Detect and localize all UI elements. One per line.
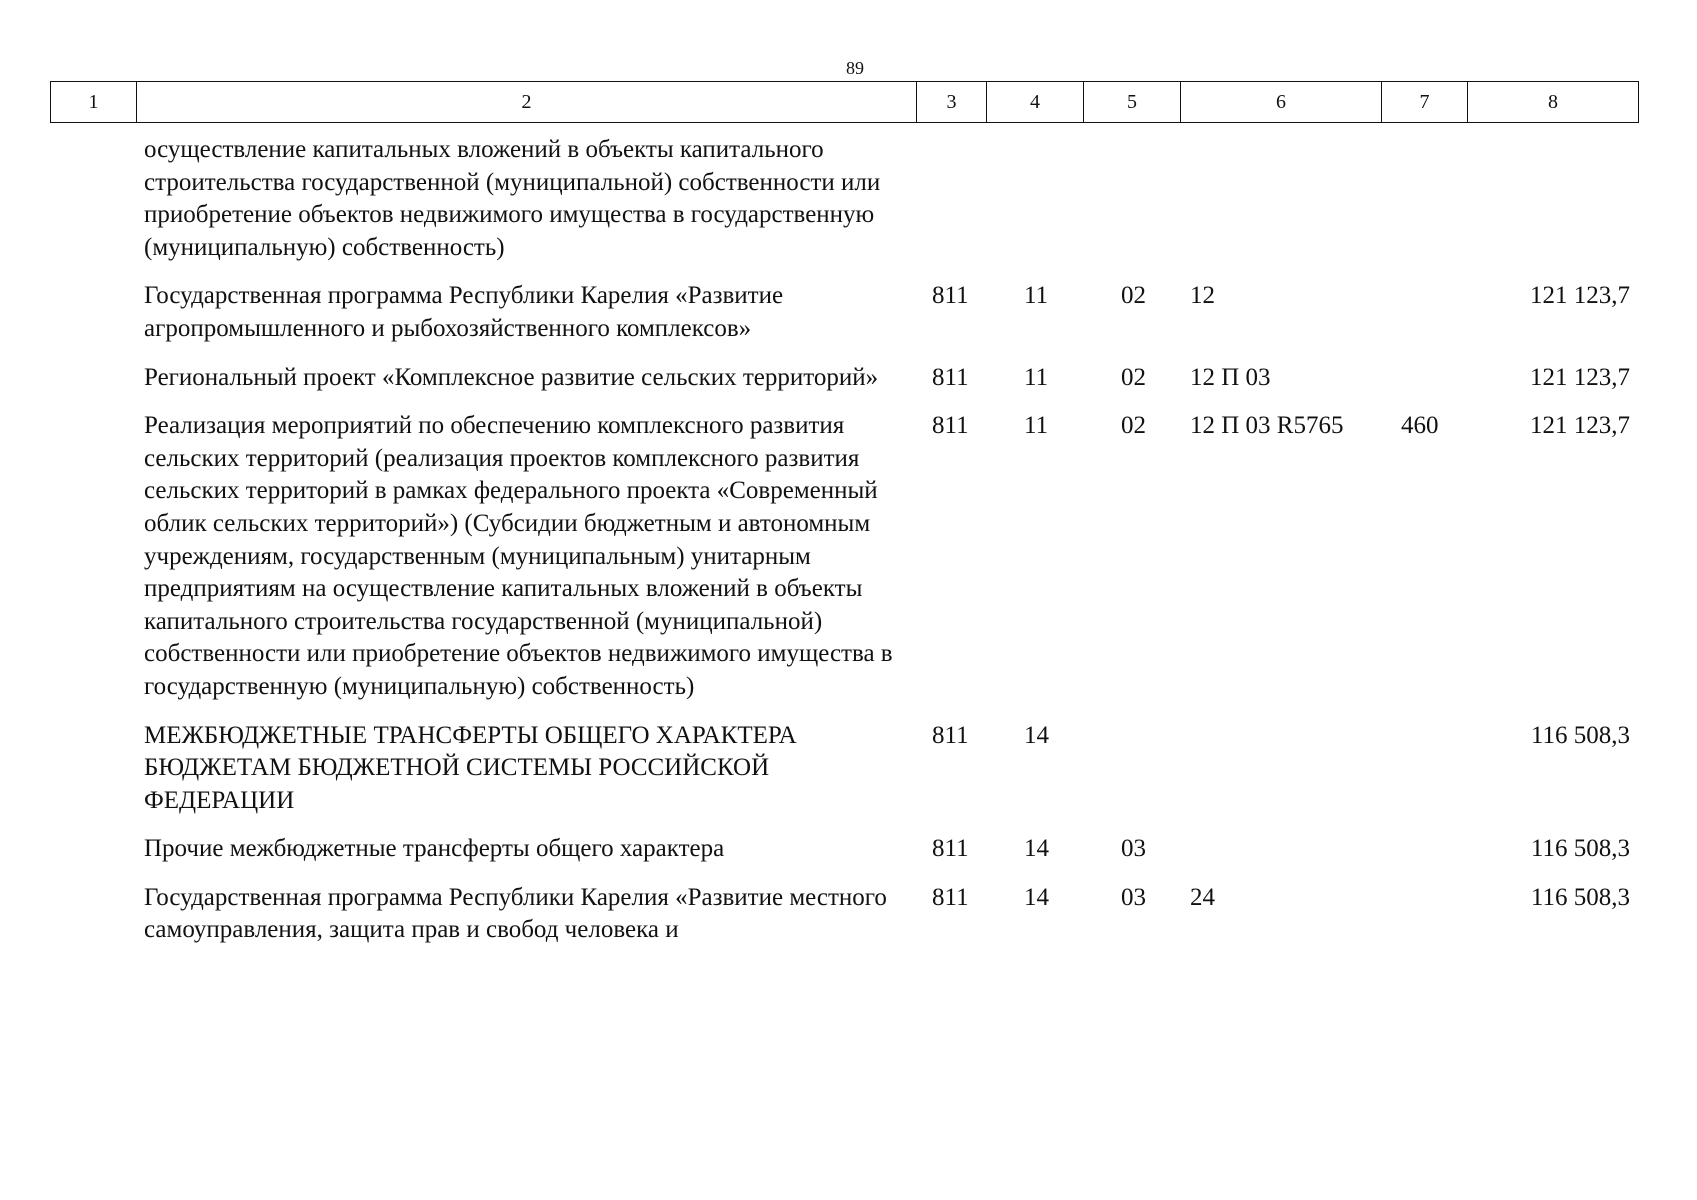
column-header-1: 1 bbox=[51, 82, 137, 123]
row-code-7 bbox=[1381, 362, 1467, 411]
table-row bbox=[50, 410, 1638, 719]
row-code-4: 14 bbox=[1024, 883, 1049, 911]
budget-table-body bbox=[50, 134, 1638, 947]
row-code-6: 12 П 03 R5765 bbox=[1190, 412, 1344, 440]
table-row bbox=[50, 362, 1638, 411]
row-amount: 116 508,3 bbox=[1530, 883, 1630, 911]
column-header-table bbox=[50, 81, 1639, 123]
row-amount: 116 508,3 bbox=[1530, 721, 1630, 749]
row-amount: 121 123,7 bbox=[1530, 363, 1630, 391]
row-code-4: 14 bbox=[1024, 835, 1049, 863]
row-code-3: 811 bbox=[932, 282, 969, 310]
row-code-6 bbox=[1180, 720, 1381, 834]
row-code-6: 12 bbox=[1190, 282, 1215, 310]
column-header-2: 2 bbox=[137, 82, 917, 123]
row-code-7: 460 bbox=[1401, 412, 1439, 440]
column-header-7: 7 bbox=[1382, 82, 1468, 123]
row-amount: 121 123,7 bbox=[1530, 282, 1630, 310]
row-code-3: 811 bbox=[932, 835, 969, 863]
row-name: МЕЖБЮДЖЕТНЫЕ ТРАНСФЕРТЫ ОБЩЕГО ХАРАКТЕРА БЮДЖЕТАМ БЮДЖЕТНОЙ СИСТЕМЫ РОССИЙСКОЙ ФЕДЕРАЦИИ bbox=[144, 721, 797, 814]
row-code-6: 12 П 03 bbox=[1190, 363, 1271, 391]
row-code-7 bbox=[1381, 833, 1467, 882]
row-code-3 bbox=[916, 134, 986, 280]
row-code-6: 24 bbox=[1190, 883, 1215, 911]
row-code-5: 03 bbox=[1121, 883, 1146, 911]
row-name: Реализация мероприятий по обеспечению комплексного развития сельских территорий (реализация проектов комплексного развития сельских территорий в рамках федерального проекта «Современный облик сельских территорий») (Субсидии бюджетным и автономным учреждениям, государственным (муниципальным) унитарным предприятиям на осуществление капитальных вложений в объекты капитального строительства государственной (муниципальной) собственности или приобретение объектов недвижимого имущества в государственную (муниципальную) собственность) bbox=[144, 412, 893, 700]
row-code-5 bbox=[1083, 134, 1180, 280]
row-code-7 bbox=[1381, 720, 1467, 834]
row-code-5: 02 bbox=[1121, 412, 1146, 440]
row-code-3: 811 bbox=[932, 721, 969, 749]
row-code-4: 11 bbox=[1024, 412, 1049, 440]
row-amount: 121 123,7 bbox=[1530, 412, 1630, 440]
row-code-4 bbox=[986, 134, 1083, 280]
row-amount bbox=[1467, 134, 1638, 280]
row-code-3: 811 bbox=[932, 363, 969, 391]
row-code-5: 03 bbox=[1121, 835, 1146, 863]
table-row bbox=[50, 134, 1638, 280]
row-code-5 bbox=[1083, 720, 1180, 834]
column-header-4: 4 bbox=[987, 82, 1084, 123]
table-row bbox=[50, 882, 1638, 947]
row-code-3: 811 bbox=[932, 883, 969, 911]
row-code-7 bbox=[1381, 882, 1467, 947]
row-amount: 116 508,3 bbox=[1530, 835, 1630, 863]
row-name: осуществление капитальных вложений в объекты капитального строительства государственной (муниципальной) собственности или приобретение объектов недвижимого имущества в государственную (муниципальную) собственность) bbox=[144, 136, 881, 261]
column-header-6: 6 bbox=[1181, 82, 1382, 123]
row-code-4: 11 bbox=[1024, 282, 1049, 310]
row-code-4: 11 bbox=[1024, 363, 1049, 391]
row-name: Государственная программа Республики Карелия «Развитие агропромышленного и рыбохозяйственного комплексов» bbox=[144, 282, 784, 342]
table-row bbox=[50, 833, 1638, 882]
page-number: 89 bbox=[846, 58, 864, 78]
row-code-6 bbox=[1180, 833, 1381, 882]
row-code-7 bbox=[1381, 134, 1467, 280]
row-code-3: 811 bbox=[932, 412, 969, 440]
row-name: Региональный проект «Комплексное развитие сельских территорий» bbox=[144, 363, 879, 391]
row-code-6 bbox=[1180, 134, 1381, 280]
row-code-4: 14 bbox=[1024, 721, 1049, 749]
table-row bbox=[50, 720, 1638, 834]
row-code-5: 02 bbox=[1121, 282, 1146, 310]
column-header-5: 5 bbox=[1084, 82, 1181, 123]
column-header-row bbox=[51, 82, 1639, 123]
column-header-8: 8 bbox=[1468, 82, 1639, 123]
row-name: Государственная программа Республики Карелия «Развитие местного самоуправления, защита прав и свобод человека и bbox=[144, 883, 887, 944]
row-name: Прочие межбюджетные трансферты общего характера bbox=[144, 835, 725, 863]
column-header-3: 3 bbox=[917, 82, 987, 123]
row-code-7 bbox=[1381, 280, 1467, 361]
table-row bbox=[50, 280, 1638, 361]
row-code-5: 02 bbox=[1121, 363, 1146, 391]
